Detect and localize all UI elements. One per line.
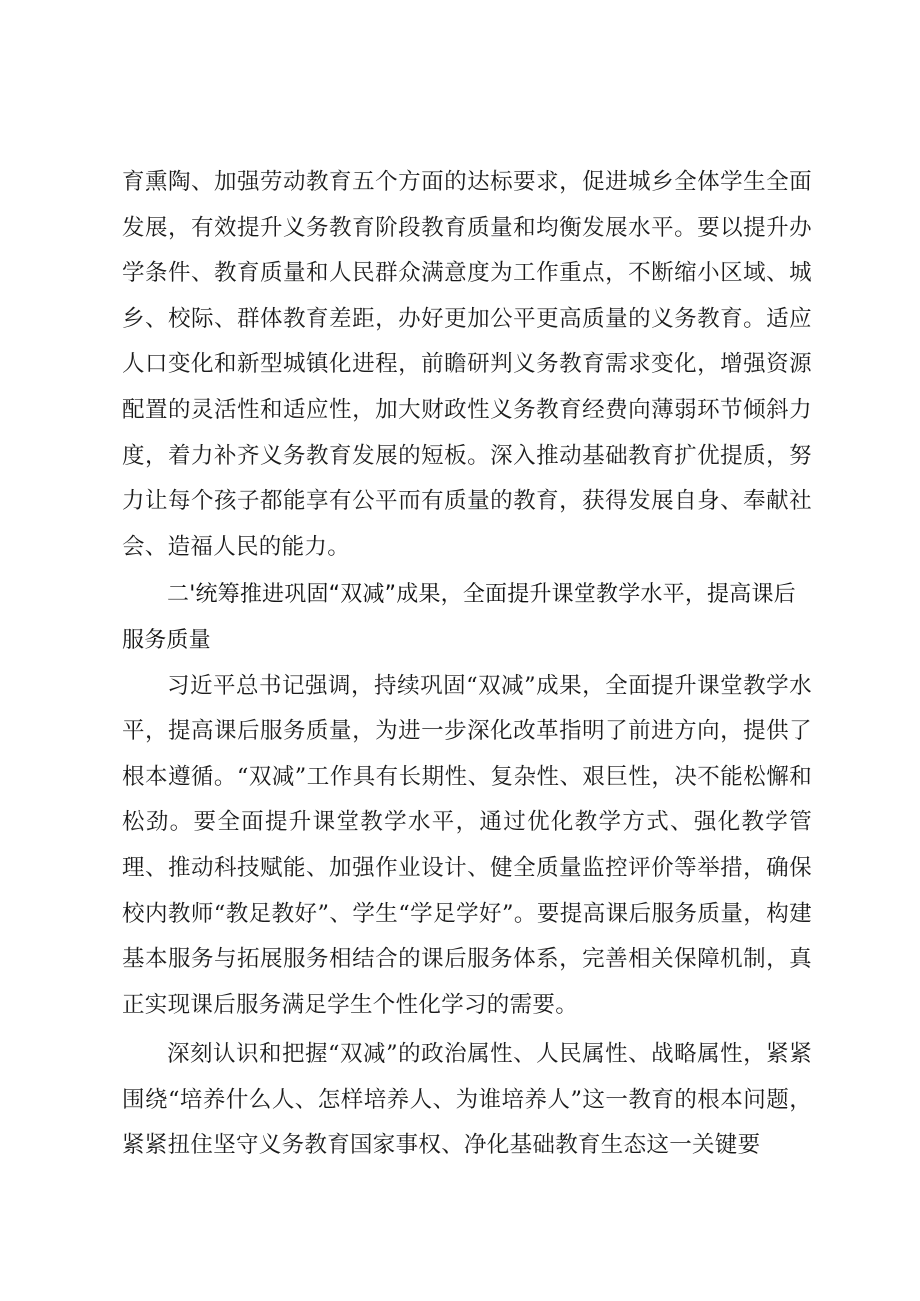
section-heading-2: 二'统筹推进巩固“双减”成果，全面提升课堂教学水平，提高课后服务质量 xyxy=(122,582,796,653)
body-paragraph: 深刻认识和把握“双减”的政治属性、人民属性、战略属性，紧紧围绕“培养什么人、怎样培养人、为谁培养人”这一教育的根本问题，紧紧扭住坚守义务教育国家事权、净化基础教育生态这一关键要 xyxy=(122,1041,812,1159)
body-paragraph: 习近平总书记强调，持续巩固“双减”成果，全面提升课堂教学水平，提高课后服务质量，为进一步深化改革指明了前进方向，提供了根本遵循。“双减”工作具有长期性、复杂性、艰巨性，决不能松懈和松劲。要全面提升课堂教学水平，通过优化教学方式、强化教学管理、推动科技赋能、加强作业设计、健全质量监控评价等举措，确保校内教师“教足教好”、学生“学足学好”。要提高课后服务质量，构建基本服务与拓展服务相结合的课后服务体系，完善相关保障机制，真正实现课后服务满足学生个性化学习的需要。 xyxy=(122,672,812,1018)
document-body xyxy=(122,160,812,1169)
body-paragraph-continued: 育熏陶、加强劳动教育五个方面的达标要求，促进城乡全体学生全面发展，有效提升义务教育阶段教育质量和均衡发展水平。要以提升办学条件、教育质量和人民群众满意度为工作重点，不断缩小区域、城乡、校际、群体教育差距，办好更加公平更高质量的义务教育。适应人口变化和新型城镇化进程，前瞻研判义务教育需求变化，增强资源配置的灵活性和适应性，加大财政性义务教育经费向薄弱环节倾斜力度，着力补齐义务教育发展的短板。深入推动基础教育扩优提质，努力让每个孩子都能享有公平而有质量的教育，获得发展自身、奉献社会、造福人民的能力。 xyxy=(122,169,812,560)
